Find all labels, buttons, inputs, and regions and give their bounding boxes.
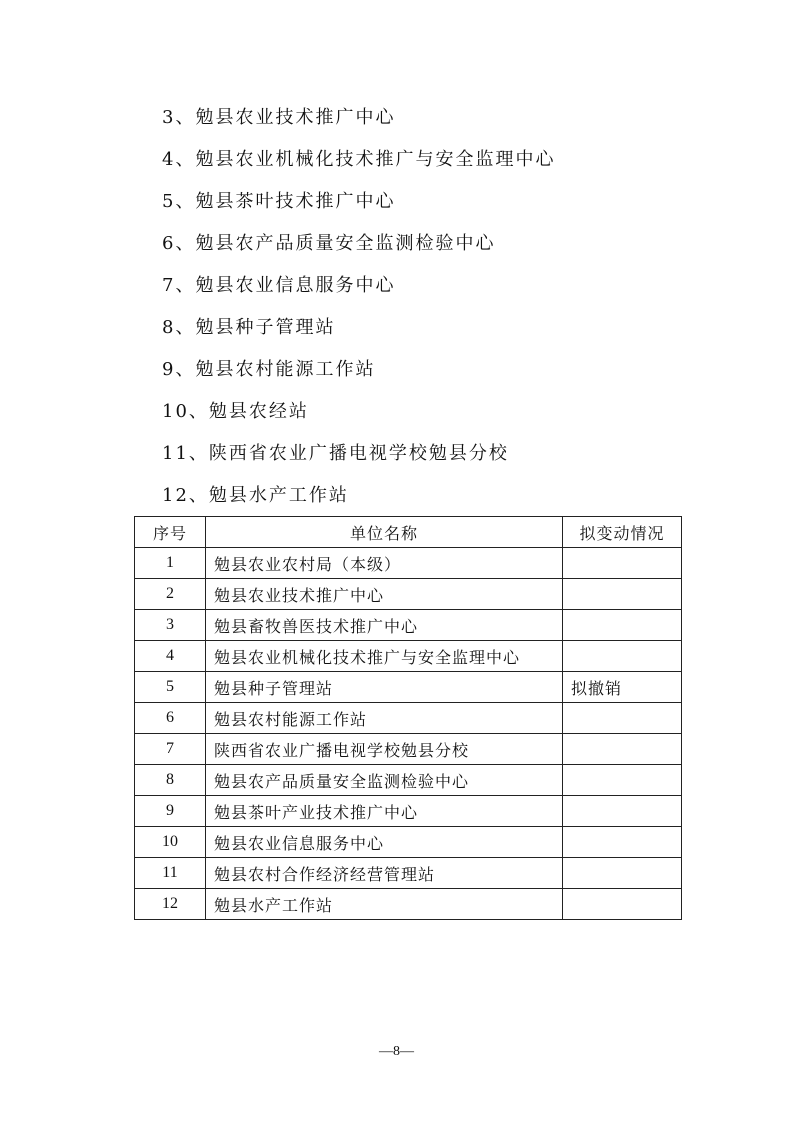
row-number: 9	[135, 796, 206, 827]
list-item: 5、勉县茶叶技术推广中心	[162, 191, 396, 212]
row-number: 8	[135, 765, 206, 796]
header-planned-change: 拟变动情况	[563, 517, 682, 548]
row-planned-change	[563, 641, 682, 672]
row-number: 12	[135, 889, 206, 920]
table-row	[135, 610, 682, 641]
row-planned-change	[563, 734, 682, 765]
row-number: 5	[135, 672, 206, 703]
row-planned-change	[563, 548, 682, 579]
unit-change-table	[134, 516, 682, 920]
row-number: 2	[135, 579, 206, 610]
page-number: —8—	[379, 1044, 414, 1059]
list-item: 9、勉县农村能源工作站	[162, 359, 376, 380]
row-unit-name: 勉县农村能源工作站	[206, 703, 563, 734]
row-planned-change	[563, 765, 682, 796]
row-unit-name: 勉县农业信息服务中心	[206, 827, 563, 858]
row-number: 10	[135, 827, 206, 858]
row-unit-name: 勉县水产工作站	[206, 889, 563, 920]
row-planned-change	[563, 858, 682, 889]
row-number: 1	[135, 548, 206, 579]
table-row	[135, 734, 682, 765]
list-item: 12、勉县水产工作站	[162, 485, 349, 506]
unit-list	[162, 103, 762, 523]
row-number: 4	[135, 641, 206, 672]
list-item: 4、勉县农业机械化技术推广与安全监理中心	[162, 149, 556, 170]
row-unit-name: 勉县茶叶产业技术推广中心	[206, 796, 563, 827]
row-number: 3	[135, 610, 206, 641]
row-number: 11	[135, 858, 206, 889]
row-planned-change	[563, 827, 682, 858]
table-row	[135, 703, 682, 734]
row-planned-change	[563, 579, 682, 610]
row-unit-name: 勉县农村合作经济经营管理站	[206, 858, 563, 889]
row-planned-change	[563, 610, 682, 641]
row-unit-name: 勉县农业农村局（本级）	[206, 548, 563, 579]
row-unit-name: 陕西省农业广播电视学校勉县分校	[206, 734, 563, 765]
table-row	[135, 672, 682, 703]
row-unit-name: 勉县农产品质量安全监测检验中心	[206, 765, 563, 796]
row-number: 7	[135, 734, 206, 765]
row-planned-change	[563, 703, 682, 734]
table-header-row	[135, 517, 682, 548]
header-serial-number: 序号	[135, 517, 206, 548]
row-unit-name: 勉县畜牧兽医技术推广中心	[206, 610, 563, 641]
table-row	[135, 548, 682, 579]
row-planned-change	[563, 889, 682, 920]
row-unit-name: 勉县农业机械化技术推广与安全监理中心	[206, 641, 563, 672]
table-row	[135, 765, 682, 796]
header-unit-name: 单位名称	[206, 517, 563, 548]
row-planned-change: 拟撤销	[563, 672, 682, 703]
table-row	[135, 858, 682, 889]
list-item: 10、勉县农经站	[162, 401, 309, 422]
list-item: 3、勉县农业技术推广中心	[162, 107, 396, 128]
list-item: 7、勉县农业信息服务中心	[162, 275, 396, 296]
list-item: 11、陕西省农业广播电视学校勉县分校	[162, 443, 509, 464]
list-item: 6、勉县农产品质量安全监测检验中心	[162, 233, 496, 254]
list-item: 8、勉县种子管理站	[162, 317, 336, 338]
table-row	[135, 796, 682, 827]
row-unit-name: 勉县农业技术推广中心	[206, 579, 563, 610]
table-row	[135, 827, 682, 858]
table-row	[135, 889, 682, 920]
row-planned-change	[563, 796, 682, 827]
table-row	[135, 641, 682, 672]
table-row	[135, 579, 682, 610]
row-unit-name: 勉县种子管理站	[206, 672, 563, 703]
row-number: 6	[135, 703, 206, 734]
